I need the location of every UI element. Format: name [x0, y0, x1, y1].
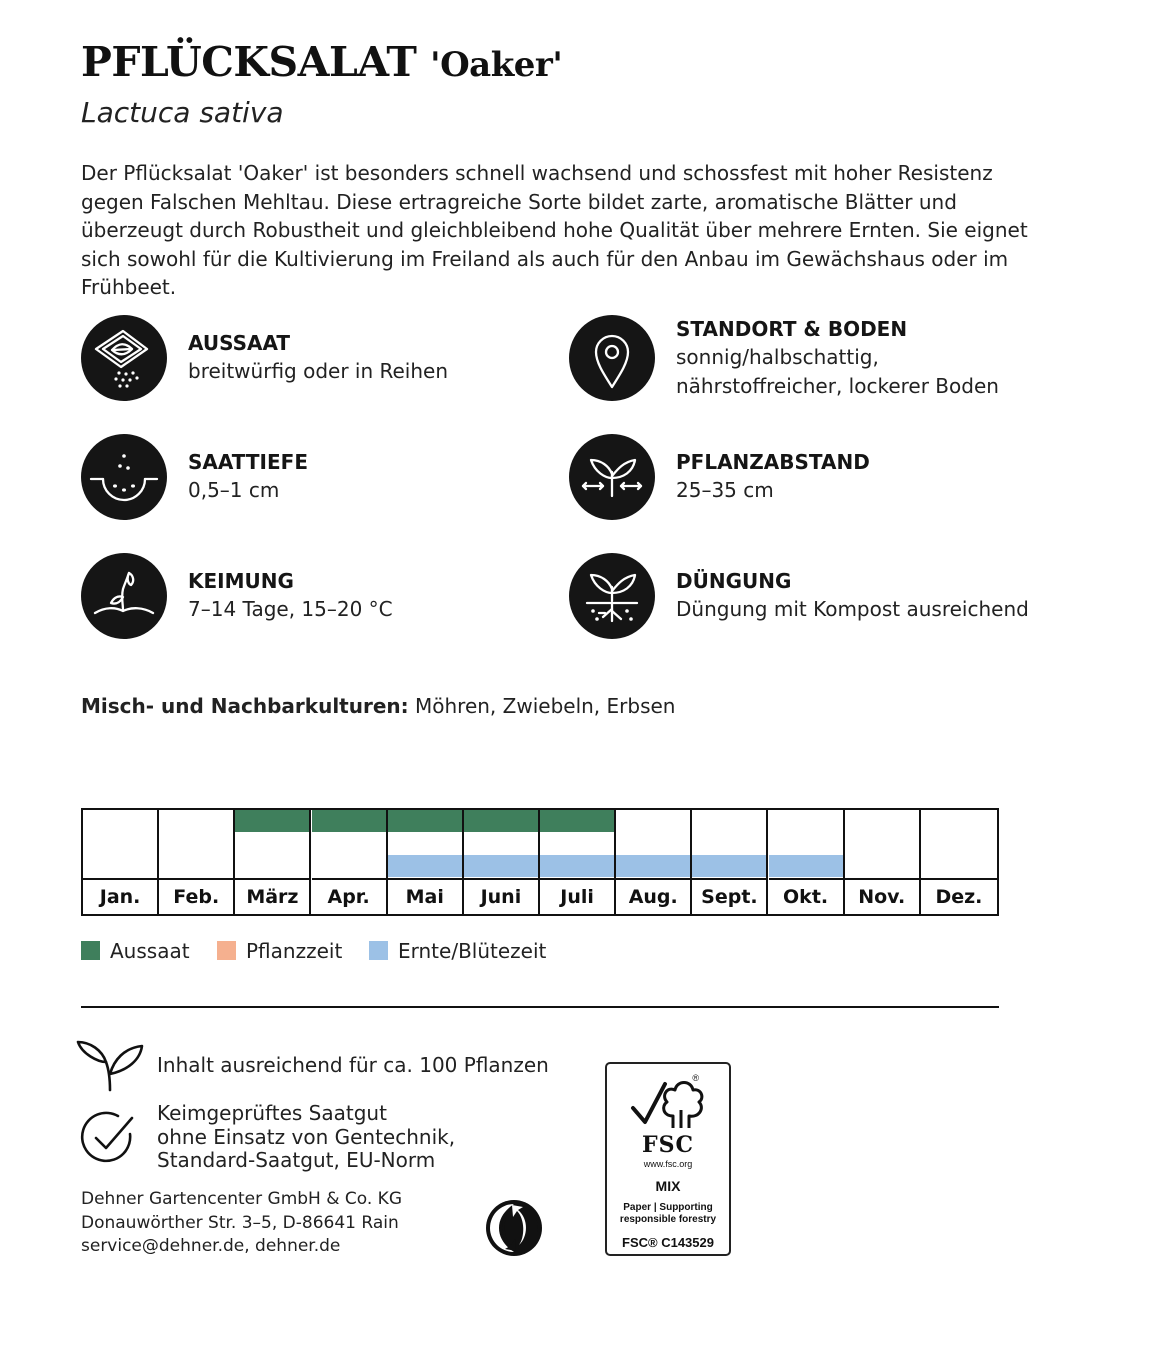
legend-label-ernte: Ernte/Blütezeit — [398, 939, 547, 963]
calendar-month-8 — [616, 810, 692, 914]
info-keimung — [81, 553, 521, 639]
fsc-claim — [607, 1202, 729, 1226]
sowing-calendar — [81, 808, 999, 916]
info-duengung — [569, 553, 1049, 639]
fsc-name: FSC — [641, 1132, 695, 1158]
calendar-month-11 — [845, 810, 921, 914]
sowing-bar — [312, 810, 386, 832]
fsc-label — [605, 1062, 731, 1256]
month-label: Apr. — [312, 878, 386, 914]
calendar-month-1 — [83, 810, 159, 914]
legend-swatch-pflanzzeit — [217, 941, 236, 960]
month-label: Mai — [388, 878, 462, 914]
quality-note — [157, 1102, 455, 1173]
duengung-label: DÜNGUNG — [676, 569, 792, 593]
month-label: Okt. — [769, 878, 843, 914]
seed-packet-icon — [81, 315, 167, 401]
month-label: Juni — [464, 878, 538, 914]
aussaat-value: breitwürfig oder in Reihen — [188, 359, 449, 383]
aussaat-label: AUSSAAT — [188, 331, 291, 355]
fsc-url: www.fsc.org — [643, 1159, 693, 1169]
harvest-bar — [616, 855, 690, 877]
calendar-month-4 — [312, 810, 388, 914]
companion-plants — [81, 694, 675, 718]
standort-value-2: nährstoffreicher, lockerer Boden — [676, 373, 999, 398]
pflanzabstand-value: 25–35 cm — [676, 478, 774, 502]
month-label: Jan. — [83, 878, 157, 914]
standort-value-1: sonnig/halbschattig, — [676, 345, 879, 369]
checkmark-icon — [80, 1110, 136, 1166]
calendar-month-3 — [235, 810, 311, 914]
info-aussaat — [81, 315, 521, 401]
plant-spacing-icon — [569, 434, 655, 520]
legend-swatch-ernte — [369, 941, 388, 960]
location-pin-icon — [569, 315, 655, 401]
quality-line-2: ohne Einsatz von Gentechnik, — [157, 1124, 456, 1149]
calendar-month-6 — [464, 810, 540, 914]
keimung-value: 7–14 Tage, 15–20 °C — [188, 597, 393, 621]
info-standort — [569, 315, 1049, 401]
company-name: Dehner Gartencenter GmbH & Co. KG — [81, 1189, 402, 1209]
harvest-bar — [692, 855, 766, 877]
fsc-type: MIX — [655, 1178, 681, 1194]
keimung-label: KEIMUNG — [188, 569, 294, 593]
product-title — [81, 38, 562, 86]
seedling-icon — [76, 1038, 146, 1092]
sowing-bar — [388, 810, 462, 832]
harvest-bar — [540, 855, 614, 877]
duengung-value: Düngung mit Kompost ausreichend — [676, 597, 1029, 621]
month-label: Feb. — [159, 878, 233, 914]
latin-name: Lactuca sativa — [81, 96, 284, 129]
calendar-month-9 — [692, 810, 768, 914]
product-description: Der Pflücksalat 'Oaker' ist besonders schnell wachsend und schossfest mit hoher Resistenz gegen Falschen Mehltau. Diese ertragreiche Sorte bildet zarte, aromatische Blätter und überzeugt durch Robustheit und gleichbleibend hohe Qualität über mehrere Ernten. Sie eignet sich sowohl für die Kultivierung im Freiland als auch für den Anbau im Gewächshaus oder im Frühbeet. — [81, 161, 1028, 299]
green-dot-recycling-icon — [485, 1199, 543, 1257]
month-label: Juli — [540, 878, 614, 914]
legend-label-aussaat: Aussaat — [110, 939, 190, 963]
company-street: Donauwörther Str. 3–5, D-86641 Rain — [81, 1212, 399, 1233]
product-name: PFLÜCKSALAT — [81, 38, 417, 86]
product-variety: 'Oaker' — [430, 45, 563, 85]
sprout-icon — [81, 553, 167, 639]
fsc-tree-check-icon — [629, 1070, 713, 1134]
quality-line-3: Standard-Saatgut, EU-Norm — [157, 1148, 436, 1172]
legend-swatch-aussaat — [81, 941, 100, 960]
company-contact: service@dehner.de, dehner.de — [81, 1236, 341, 1256]
fsc-claim-line-1: Paper | Supporting — [623, 1202, 713, 1213]
fsc-claim-line-2: responsible forestry — [619, 1214, 717, 1225]
calendar-month-12 — [921, 810, 997, 914]
company-address — [81, 1188, 402, 1259]
fertilizer-icon — [569, 553, 655, 639]
sowing-bar — [235, 810, 309, 832]
content-note: Inhalt ausreichend für ca. 100 Pflanzen — [157, 1053, 549, 1077]
harvest-bar — [388, 855, 462, 877]
section-divider — [81, 1006, 999, 1008]
legend-label-pflanzzeit: Pflanzzeit — [246, 939, 343, 963]
month-label: März — [235, 878, 309, 914]
companion-value: Möhren, Zwiebeln, Erbsen — [415, 694, 676, 718]
sowing-depth-icon — [81, 434, 167, 520]
calendar-month-5 — [388, 810, 464, 914]
quality-line-1: Keimgeprüftes Saatgut — [157, 1101, 387, 1125]
month-label: Aug. — [616, 878, 690, 914]
fsc-registered: ® — [692, 1073, 699, 1083]
calendar-month-7 — [540, 810, 616, 914]
month-label: Dez. — [921, 878, 997, 914]
saattiefe-value: 0,5–1 cm — [188, 478, 280, 502]
pflanzabstand-label: PFLANZABSTAND — [676, 450, 870, 474]
month-label: Sept. — [692, 878, 766, 914]
sowing-bar — [540, 810, 614, 832]
companion-label: Misch- und Nachbarkulturen: — [81, 694, 409, 718]
info-saattiefe — [81, 434, 521, 520]
harvest-bar — [464, 855, 538, 877]
fsc-license: FSC® C143529 — [622, 1235, 714, 1250]
month-label: Nov. — [845, 878, 919, 914]
sowing-bar — [464, 810, 538, 832]
harvest-bar — [769, 855, 843, 877]
standort-label: STANDORT & BODEN — [676, 317, 908, 341]
info-pflanzabstand — [569, 434, 1009, 520]
saattiefe-label: SAATTIEFE — [188, 450, 308, 474]
calendar-month-10 — [769, 810, 845, 914]
calendar-month-2 — [159, 810, 235, 914]
